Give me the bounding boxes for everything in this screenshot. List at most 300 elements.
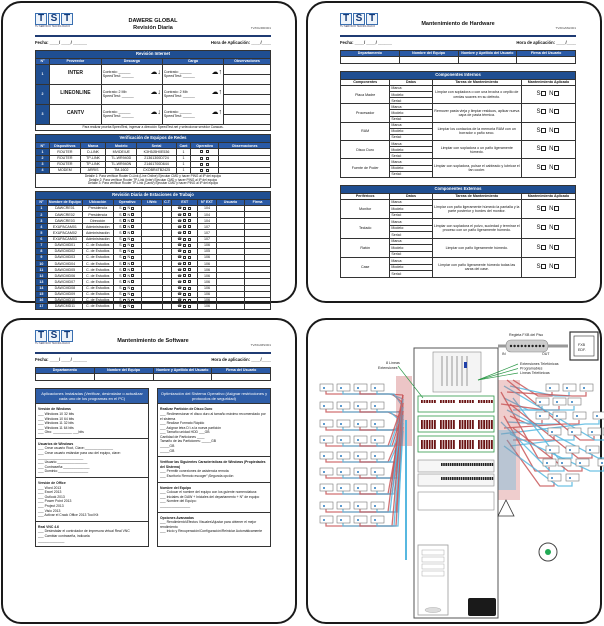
- punch-block: [478, 400, 480, 403]
- computer-name: DAWCMD06: [47, 273, 82, 279]
- jack-port: [374, 455, 376, 457]
- checkbox[interactable]: [183, 262, 186, 265]
- observations-cell: [223, 94, 270, 104]
- table-row: [341, 159, 576, 165]
- column-header: Tareas de Mantenimiento: [432, 79, 521, 85]
- wall-jack: [320, 402, 333, 409]
- jack-port: [340, 487, 342, 489]
- jack-port: [551, 477, 553, 479]
- wall-jack: [337, 468, 350, 475]
- checkbox[interactable]: [188, 256, 191, 259]
- checkbox[interactable]: [131, 293, 134, 296]
- checkbox[interactable]: [188, 268, 191, 271]
- checkbox[interactable]: [131, 207, 134, 210]
- data-field: Marca:: [390, 219, 432, 226]
- doc-title: Mantenimiento de Software: [117, 338, 189, 344]
- checkbox[interactable]: [131, 244, 134, 247]
- operative-cell: S N: [113, 291, 141, 297]
- punch-block: [424, 440, 426, 449]
- checkbox[interactable]: [131, 250, 134, 253]
- lines-label: 8 Líneas: [386, 361, 400, 365]
- checkbox[interactable]: [541, 165, 546, 170]
- computer-name: DAWCRE03: [47, 218, 82, 224]
- checklist-item: ___ Windows 11 32 bits: [38, 421, 74, 426]
- checkbox[interactable]: [554, 165, 559, 170]
- wall-jack: [354, 502, 367, 509]
- checkbox[interactable]: [131, 262, 134, 265]
- column-header: Dispositivos: [50, 143, 81, 149]
- checklist-item: ___ Rendimiento\Efectos Visuales\Ajustar para obtener el mejor rendimiento: [160, 520, 257, 529]
- jack-port: [340, 405, 342, 407]
- checklist-section: [158, 403, 270, 456]
- switch-port: [470, 463, 472, 466]
- no-label: N: [549, 264, 554, 271]
- checkbox[interactable]: [183, 250, 186, 253]
- switch-port: [485, 477, 487, 480]
- checkbox[interactable]: [183, 207, 186, 210]
- operative-cell: S N: [113, 285, 141, 291]
- ext-number: 107: [198, 230, 217, 236]
- checkbox[interactable]: [541, 264, 546, 269]
- checkbox[interactable]: [131, 287, 134, 290]
- checkbox[interactable]: [183, 213, 186, 216]
- wall-jack: [543, 459, 556, 466]
- punch-block: [478, 440, 480, 449]
- wall-jack: [593, 412, 604, 419]
- terminal-point: [521, 345, 523, 347]
- switch-port: [489, 463, 491, 466]
- punch-block: [462, 420, 464, 429]
- checkbox[interactable]: [200, 150, 203, 153]
- punch-block: [429, 420, 431, 429]
- punch-block: [440, 440, 442, 449]
- checkbox[interactable]: [188, 225, 191, 228]
- checkbox[interactable]: [188, 213, 191, 216]
- switch-port: [463, 477, 465, 480]
- wall-jack: [320, 436, 333, 443]
- computer-name: DAWCRE01: [47, 205, 82, 211]
- punch-block: [491, 440, 493, 449]
- checkbox[interactable]: [541, 225, 546, 230]
- computer-name: EXUPACAM03: [47, 236, 82, 242]
- checklist-item: ___ Tamaño unidad HDD ___GB: [160, 430, 210, 435]
- checkbox[interactable]: [183, 268, 186, 271]
- section-title: Usuarios de Windows: [38, 441, 74, 446]
- data-field: Marca:: [390, 258, 432, 265]
- ext-cell: ☎: [172, 212, 198, 218]
- speedtest-field: SpeedTest: ______: [163, 94, 195, 99]
- title-row: [36, 191, 271, 199]
- checkbox[interactable]: [131, 219, 134, 222]
- yes-label: S: [536, 109, 541, 116]
- row-number: 9: [36, 254, 48, 260]
- checkbox[interactable]: [541, 109, 546, 114]
- cloud-download-icon: ☁↓: [150, 109, 161, 117]
- switch-port: [450, 477, 452, 480]
- switch-port: [450, 463, 452, 466]
- data-field: Modelo:: [390, 110, 432, 116]
- punch-block: [488, 400, 490, 403]
- switch-port: [441, 463, 443, 466]
- cloud-download-icon: ☁↓: [150, 69, 161, 77]
- checkbox[interactable]: [183, 280, 186, 283]
- switch-port: [445, 463, 447, 466]
- cell: TP-LINK: [80, 155, 106, 161]
- operative-cell: S N: [113, 242, 141, 248]
- checkbox[interactable]: [123, 299, 126, 302]
- computer-name: DAWCMD11: [47, 303, 82, 309]
- column-header: Ubicación: [83, 199, 114, 205]
- jack-port: [340, 423, 342, 425]
- checkbox[interactable]: [554, 245, 559, 250]
- ext-number: 104: [198, 212, 217, 218]
- user-info-cell: [517, 56, 576, 63]
- section-title: Verificar las Siguientes Características de Windows (Propiedades del Sistema): [160, 460, 266, 469]
- checkbox[interactable]: [183, 305, 186, 308]
- jack-port: [323, 387, 325, 389]
- jack-port: [576, 415, 578, 417]
- header-divider: [35, 352, 271, 354]
- checklist-item: ___ Power Point 2013: [38, 499, 72, 504]
- checkbox[interactable]: [123, 207, 126, 210]
- punch-block: [459, 400, 461, 403]
- checkbox[interactable]: [554, 206, 559, 211]
- checkbox[interactable]: [554, 109, 559, 114]
- ext-number: 107: [198, 236, 217, 242]
- checkbox[interactable]: [123, 225, 126, 228]
- checkbox[interactable]: [123, 231, 126, 234]
- terminal-point: [513, 345, 515, 347]
- checkbox[interactable]: [554, 225, 559, 230]
- punch-block: [421, 440, 423, 449]
- checkbox[interactable]: [554, 128, 559, 133]
- checkbox[interactable]: [183, 238, 186, 241]
- checkbox[interactable]: [206, 163, 209, 166]
- applied-cell: [521, 104, 575, 122]
- operative-cell: S N: [113, 218, 141, 224]
- checkbox[interactable]: [188, 250, 191, 253]
- section-title: Opciones Avanzadas: [160, 515, 194, 520]
- location: C. de Estudios: [83, 267, 114, 273]
- table-row: [341, 141, 576, 147]
- data-field: Modelo:: [390, 92, 432, 98]
- signature-cell: [245, 303, 271, 309]
- switch-port: [465, 477, 467, 480]
- checkbox[interactable]: [183, 225, 186, 228]
- antenna-icon: [498, 500, 514, 516]
- punch-block: [472, 400, 474, 403]
- jack-port: [323, 455, 325, 457]
- checkbox[interactable]: [131, 231, 134, 234]
- row-number: 8: [36, 248, 48, 254]
- ext-cell: ☎: [172, 285, 198, 291]
- switch-port: [467, 463, 469, 466]
- applied-cell: [521, 258, 575, 278]
- checkbox[interactable]: [131, 280, 134, 283]
- checkbox[interactable]: [123, 262, 126, 265]
- checkbox[interactable]: [188, 219, 191, 222]
- checkbox[interactable]: [188, 207, 191, 210]
- checklist-item: Tamaño de las Particiones: _____GB: [160, 439, 216, 444]
- checkbox[interactable]: [541, 206, 546, 211]
- network-notes: [36, 173, 271, 187]
- ext-number: 106: [198, 279, 217, 285]
- checklist-item: ___ Inicio y Recuperación\Configuración\Reiniciar Automáticamente: [160, 529, 263, 534]
- checkbox[interactable]: [541, 146, 546, 151]
- checkbox[interactable]: [541, 245, 546, 250]
- data-field: Marca:: [390, 85, 432, 91]
- column-header: Cant: [176, 143, 190, 149]
- jack-port: [323, 423, 325, 425]
- wall-jack: [558, 459, 571, 466]
- wall-jack: [337, 436, 350, 443]
- operative-cell: S N: [113, 261, 141, 267]
- checkbox[interactable]: [206, 157, 209, 160]
- checklist-item: ______________: [38, 538, 65, 543]
- data-field: Serial:: [390, 232, 432, 239]
- checkbox[interactable]: [131, 213, 134, 216]
- checkbox[interactable]: [200, 157, 203, 160]
- jack-port: [569, 449, 571, 451]
- camera-lens: [545, 549, 551, 555]
- switch-port: [445, 477, 447, 480]
- checkbox[interactable]: [131, 274, 134, 277]
- table-title: Revisión Internet: [36, 50, 271, 58]
- data-field: Modelo:: [390, 264, 432, 271]
- checkbox[interactable]: [188, 293, 191, 296]
- punch-block: [434, 420, 436, 429]
- ext-number: 106: [198, 291, 217, 297]
- computer-name: DAWCMD05: [47, 267, 82, 273]
- ext-number: 106: [198, 254, 217, 260]
- checkbox[interactable]: [188, 280, 191, 283]
- data-field: Serial:: [390, 116, 432, 122]
- ups-device-icon: [468, 598, 496, 616]
- punch-block: [483, 440, 485, 449]
- user-info-cell: [399, 56, 458, 63]
- checklist-item: ___ Usuario:________________: [38, 460, 88, 465]
- checklist-item: ___ Contraseña:______________: [38, 464, 90, 469]
- component-name: RAM: [341, 122, 390, 140]
- logo-subtitle: TU SERVICIO TECNOLÓGICO: [35, 342, 71, 345]
- computer-name: DAWCMD04: [47, 261, 82, 267]
- column-header: N°: [36, 58, 50, 64]
- checkbox[interactable]: [123, 268, 126, 271]
- cell: 1: [176, 167, 190, 173]
- punch-block: [426, 400, 428, 403]
- location: Administración: [83, 236, 114, 242]
- checkbox[interactable]: [183, 219, 186, 222]
- jack-port: [556, 401, 558, 403]
- terminal-point: [524, 345, 526, 347]
- checkbox[interactable]: [131, 305, 134, 308]
- checkbox[interactable]: [188, 299, 191, 302]
- doc-title: DAWERE GLOBAL: [128, 18, 178, 24]
- jack-port: [374, 387, 376, 389]
- punch-block: [459, 440, 461, 449]
- checkbox[interactable]: [188, 305, 191, 308]
- ext-number: 106: [198, 267, 217, 273]
- checkbox[interactable]: [131, 299, 134, 302]
- applied-cell: [521, 219, 575, 239]
- checkbox[interactable]: [183, 287, 186, 290]
- location: C. de Estudios: [83, 285, 114, 291]
- wall-jack: [320, 452, 333, 459]
- checkbox[interactable]: [200, 169, 203, 172]
- wall-jack: [354, 516, 367, 523]
- column-header: Mantenimiento Aplicado: [521, 193, 575, 199]
- punch-block: [481, 440, 483, 449]
- switch-port: [465, 463, 467, 466]
- punch-block: [445, 400, 447, 403]
- switch-port: [459, 477, 461, 480]
- punch-block: [483, 400, 485, 403]
- checkbox[interactable]: [131, 225, 134, 228]
- table-title: Revisión Diaria de Estaciones de Trabajo: [36, 191, 271, 199]
- checklist-item: ___ Colocar el nombre del equipo con los guiente nomenclatura:: [160, 490, 258, 495]
- ext-cell: ☎: [172, 218, 198, 224]
- jack-port: [589, 449, 591, 451]
- checkbox[interactable]: [123, 238, 126, 241]
- checkbox[interactable]: [554, 91, 559, 96]
- checklist-item: ___ Escritorio Remoto escoger"¡Segunda opción: [160, 474, 234, 479]
- wall-jack: [320, 468, 333, 475]
- checkbox[interactable]: [183, 299, 186, 302]
- checkbox[interactable]: [188, 244, 191, 247]
- checklist-item: ___ Permitir conexiones de asistencia remota: [160, 469, 229, 474]
- row-number: 17: [36, 303, 48, 309]
- column-header: Componentes: [341, 79, 390, 85]
- workstations-table: [35, 191, 271, 310]
- checkbox[interactable]: [123, 274, 126, 277]
- checklist-item: ___ Otro: __________ ___bits: [38, 430, 84, 435]
- checkbox[interactable]: [200, 163, 203, 166]
- operative-cell: S N: [113, 303, 141, 309]
- drive-bay: [422, 550, 444, 555]
- cell: TL-WR940D: [106, 155, 137, 161]
- time-field: Hora de aplicación: ____/____: [211, 357, 271, 362]
- jack-port: [323, 487, 325, 489]
- date-field: Fecha: ____/ ____/ ______: [35, 357, 87, 362]
- doc-title: Mantenimiento de Hardware: [421, 21, 495, 27]
- punch-block: [448, 440, 450, 449]
- checkbox[interactable]: [123, 250, 126, 253]
- user-info-table: [35, 367, 271, 381]
- download-cell: [101, 104, 162, 124]
- in-label: IN: [502, 352, 506, 356]
- column-header: N° EXT: [198, 199, 217, 205]
- applied-cell: [521, 199, 575, 219]
- punch-block: [488, 420, 490, 429]
- checkbox[interactable]: [188, 287, 191, 290]
- wall-jack: [553, 398, 566, 405]
- jack-port: [583, 387, 585, 389]
- checkbox[interactable]: [206, 169, 209, 172]
- checkbox[interactable]: [123, 280, 126, 283]
- checkbox[interactable]: [131, 268, 134, 271]
- checkbox[interactable]: [131, 238, 134, 241]
- checklist-item: ___ Windows 11 64 bits: [38, 425, 74, 430]
- wall-jack: [588, 428, 601, 435]
- checkbox[interactable]: [123, 256, 126, 259]
- checklist-item: _____GB: [160, 444, 175, 449]
- checkbox[interactable]: [131, 256, 134, 259]
- wall-jack: [573, 412, 586, 419]
- row-number: 7: [36, 242, 48, 248]
- wall-jack: [354, 468, 367, 475]
- cloud-upload-icon: ☁↑: [211, 89, 222, 97]
- data-field: Serial:: [390, 212, 432, 219]
- data-field: Marca:: [390, 199, 432, 206]
- checkbox[interactable]: [554, 146, 559, 151]
- wall-jack: [568, 398, 581, 405]
- wall-jack: [320, 502, 333, 509]
- user-info-row: [341, 56, 576, 63]
- checkbox[interactable]: [183, 256, 186, 259]
- checkbox[interactable]: [188, 231, 191, 234]
- checkbox[interactable]: [123, 213, 126, 216]
- os-optimization-column: [157, 388, 271, 547]
- punch-block: [467, 420, 469, 429]
- data-field: Serial:: [390, 98, 432, 104]
- checkbox[interactable]: [188, 262, 191, 265]
- checkbox[interactable]: [541, 128, 546, 133]
- jack-port: [357, 519, 359, 521]
- data-field: Serial:: [390, 134, 432, 140]
- checkbox[interactable]: [541, 91, 546, 96]
- date-field: Fecha: ____/ ____/ ______: [35, 40, 87, 45]
- wall-jack: [536, 412, 549, 419]
- wall-jack: [371, 402, 384, 409]
- checklist-section: [158, 512, 270, 537]
- checkbox[interactable]: [183, 293, 186, 296]
- checklist-item: ___ Crear usuario estándar para uso del equipo, clave:: [38, 451, 121, 456]
- checkbox[interactable]: [183, 231, 186, 234]
- checkbox[interactable]: [123, 305, 126, 308]
- operative-cell: S N: [113, 273, 141, 279]
- checkbox[interactable]: [188, 238, 191, 241]
- column-header: Proveedor: [50, 58, 102, 64]
- punch-block: [445, 440, 447, 449]
- column-header: Tareas de Mantenimiento: [432, 193, 521, 199]
- cell: MODEM: [50, 167, 81, 173]
- yes-label: S: [536, 244, 541, 251]
- checkbox[interactable]: [183, 244, 186, 247]
- cell: 1: [176, 149, 190, 155]
- pc-base: [425, 608, 441, 613]
- checkbox[interactable]: [123, 244, 126, 247]
- checklist-item: ___ Redimensionar el disco duro al tamaño máximo recomendado por el sistema: [160, 411, 266, 421]
- doc1-body: [35, 11, 271, 313]
- checkbox[interactable]: [554, 264, 559, 269]
- column-header: Carga: [162, 58, 223, 64]
- checkbox[interactable]: [206, 150, 209, 153]
- lines-label: Extensiones: [378, 366, 398, 370]
- checkbox[interactable]: [123, 287, 126, 290]
- download-cell: [101, 64, 162, 84]
- punch-block: [426, 440, 428, 449]
- row-number: 3: [36, 104, 50, 124]
- component-name: Monitor: [341, 199, 390, 219]
- location: C. de Estudios: [83, 303, 114, 309]
- checkbox[interactable]: [123, 219, 126, 222]
- checkbox[interactable]: [123, 293, 126, 296]
- logo-letter: T: [366, 13, 378, 25]
- checkbox[interactable]: [183, 274, 186, 277]
- logo-letter: T: [61, 330, 73, 342]
- checkbox[interactable]: [188, 274, 191, 277]
- title-row: [36, 135, 271, 143]
